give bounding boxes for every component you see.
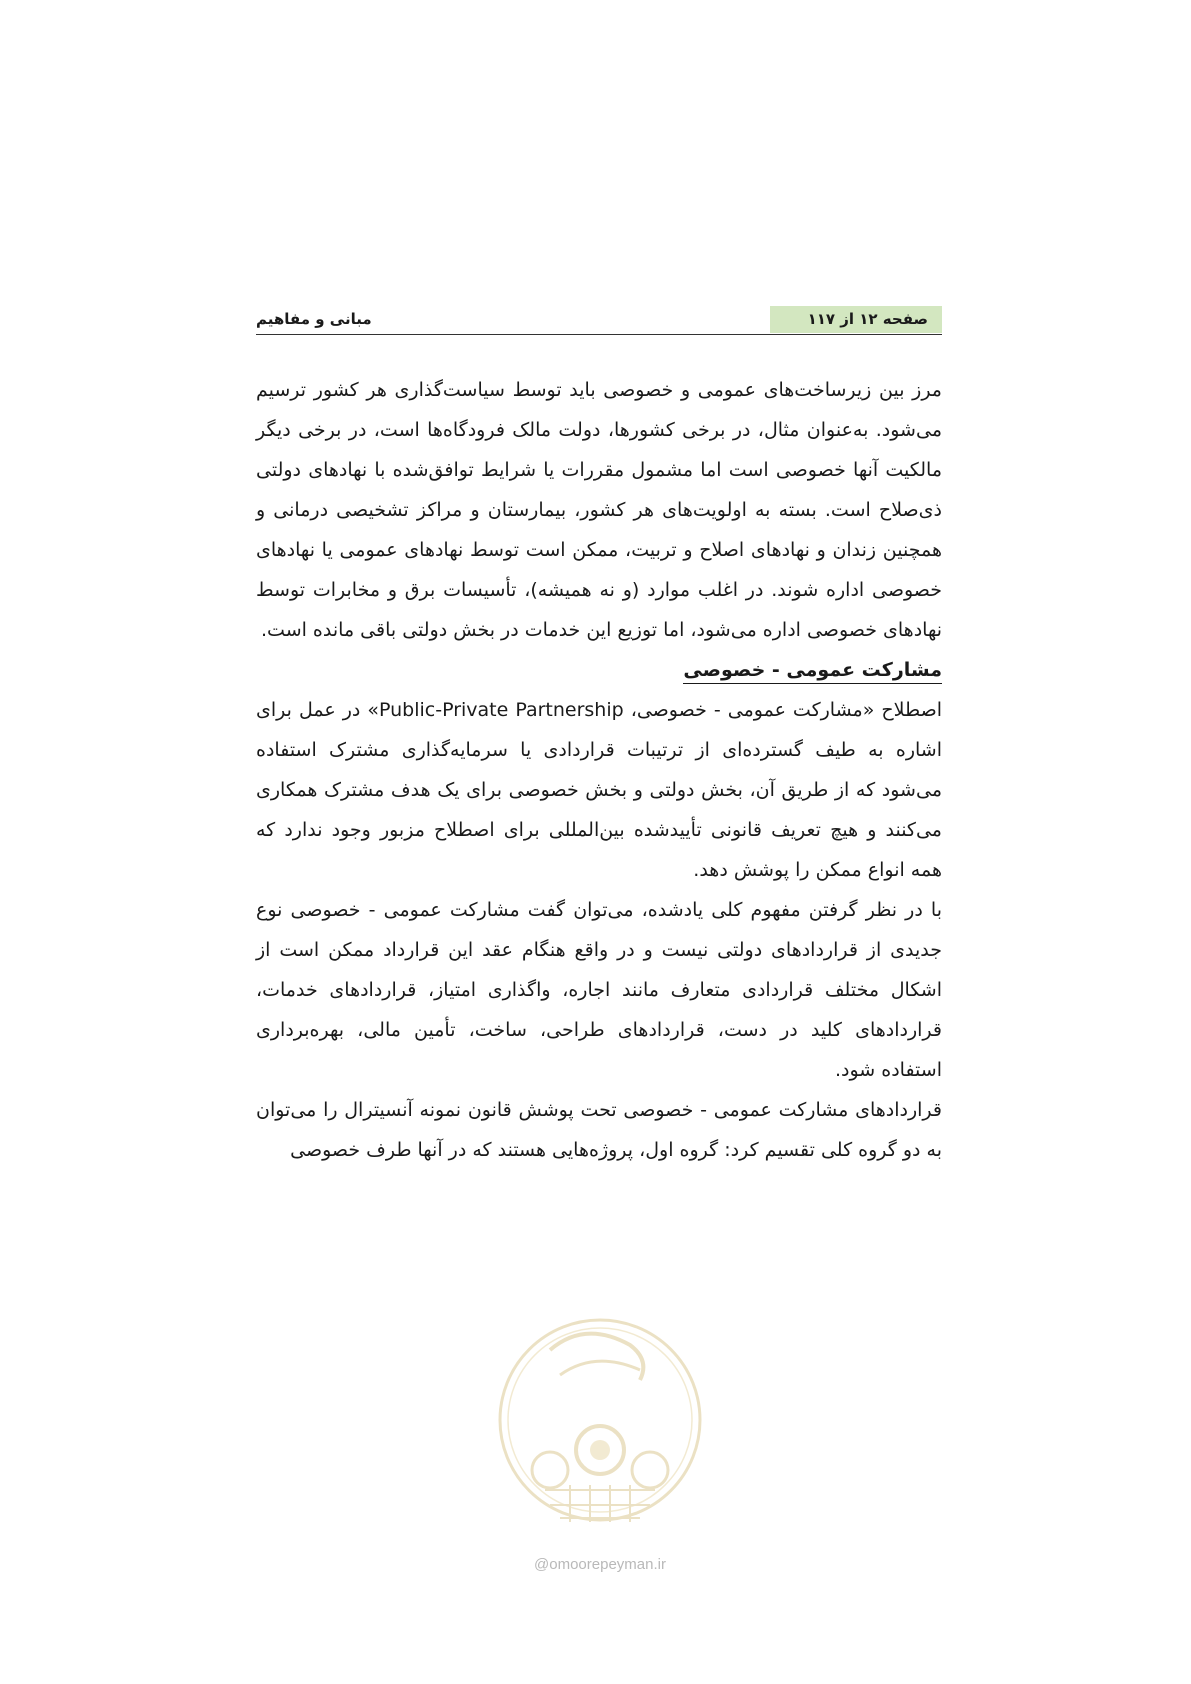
paragraph-ppp-concept: با در نظر گرفتن مفهوم کلی یادشده، می‌توان گفت مشارکت عمومی - خصوصی نوع جدیدی از قراردادهای دولتی نیست و در واقع هنگام عقد این قرارداد ممکن است از اشکال مختلف قراردادی متعارف مانند اجاره، واگذاری امتیاز، قراردادهای خدمات، قراردادهای کلید در دست، قراردادهای طراحی، ساخت، تأمین مالی، بهره‌برداری استفاده شود.: [256, 899, 942, 1081]
paragraph-infrastructure: مرز بین زیرساخت‌های عمومی و خصوصی باید توسط سیاست‌گذاری هر کشور ترسیم می‌شود. به‌عنوان مثال، در برخی کشورها، دولت مالک فرودگاه‌ها است، در برخی دیگر مالکیت آنها خصوصی است اما مشمول مقررات یا شرایط توافق‌شده با نهادهای دولتی ذی‌صلاح است. بسته به اولویت‌های هر کشور، بیمارستان و مراکز تشخیصی درمانی و همچنین زندان و نهادهای اصلاح و تربیت، ممکن است توسط نهادهای عمومی یا نهادهای خصوصی اداره شوند. در اغلب موارد (و نه همیشه)، تأسیسات برق و مخابرات توسط نهادهای خصوصی اداره می‌شود، اما توزیع این خدمات در بخش دولتی باقی مانده است.: [256, 379, 942, 641]
page-header: [256, 306, 942, 335]
watermark-logo-icon: [490, 1290, 710, 1570]
section-heading-text: مشارکت عمومی - خصوصی: [683, 659, 942, 684]
page-number: صفحه ۱۲ از ۱۱۷: [770, 306, 942, 333]
running-title: مبانی و مفاهیم: [256, 310, 372, 328]
document-body: [256, 370, 942, 1170]
watermark-url: @omoorepeyman.ir: [534, 1556, 666, 1573]
paragraph-ppp-definition: اصطلاح «مشارکت عمومی - خصوصی، Public-Private Partnership» در عمل برای اشاره به طیف گسترده‌ای از ترتیبات قراردادی یا سرمایه‌گذاری مشترک استفاده می‌شود که از طریق آن، بخش دولتی و بخش خصوصی برای یک هدف مشترک همکاری می‌کنند و هیچ تعریف قانونی تأییدشده بین‌المللی برای اصطلاح مزبور وجود ندارد که همه انواع ممکن را پوشش دهد.: [256, 699, 942, 881]
section-heading: [256, 650, 942, 690]
paragraph-ppp-groups: قراردادهای مشارکت عمومی - خصوصی تحت پوشش قانون نمونه آنسیترال را می‌توان به دو گروه کلی تقسیم کرد: گروه اول، پروژه‌هایی هستند که در آنها طرف خصوصی: [256, 1099, 942, 1161]
